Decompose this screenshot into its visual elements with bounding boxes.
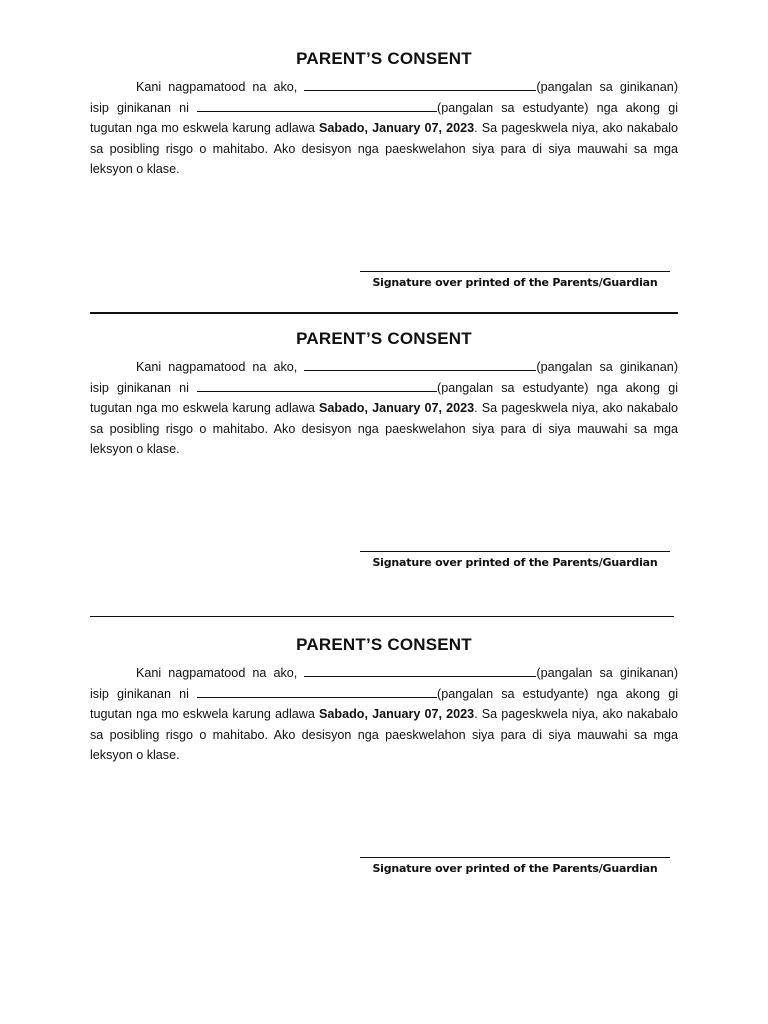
- consent-date: January 07, 2023: [372, 121, 475, 135]
- form-title: PARENT’S CONSENT: [296, 329, 472, 348]
- consent-text-student-label: (pangalan sa estudyante) nga akong gi tugutan nga mo eskwela karung adlawa: [90, 686, 678, 721]
- consent-comma: ,: [364, 401, 368, 415]
- parent-name-blank[interactable]: [304, 78, 536, 91]
- consent-comma: ,: [364, 707, 368, 721]
- consent-form-1: [90, 48, 678, 180]
- consent-date: January 07, 2023: [372, 707, 475, 721]
- section-divider-2: [90, 616, 674, 617]
- signature-line-3[interactable]: [360, 857, 670, 858]
- consent-text-closing: . Sa pageskwela niya, ako nakabalo sa posibling risgo o mahitabo. Ako desisyon nga paeskwelahon siya para di siya mauwahi sa mga leksyon o klase.: [90, 121, 679, 176]
- consent-paragraph: [90, 357, 678, 460]
- consent-text-parent-label: (pangalan sa ginikanan) isip ginikanan ni: [90, 666, 679, 701]
- consent-paragraph: [90, 77, 678, 180]
- consent-text-intro: Kani nagpamatood na ako,: [136, 360, 298, 374]
- consent-text-closing: . Sa pageskwela niya, ako nakabalo sa posibling risgo o mahitabo. Ako desisyon nga paeskwelahon siya para di siya mauwahi sa mga leksyon o klase.: [90, 401, 679, 456]
- consent-date: January 07, 2023: [372, 401, 475, 415]
- signature-caption-1: Signature over printed of the Parents/Guardian: [372, 276, 658, 289]
- consent-day: Sabado: [319, 401, 365, 415]
- consent-text-closing: . Sa pageskwela niya, ako nakabalo sa posibling risgo o mahitabo. Ako desisyon nga paeskwelahon siya para di siya mauwahi sa mga leksyon o klase.: [90, 707, 679, 762]
- signature-line-2[interactable]: [360, 551, 670, 552]
- consent-text-student-label: (pangalan sa estudyante) nga akong gi tugutan nga mo eskwela karung adlawa: [90, 380, 678, 415]
- consent-text-student-label: (pangalan sa estudyante) nga akong gi tugutan nga mo eskwela karung adlawa: [90, 100, 678, 135]
- student-name-blank[interactable]: [197, 99, 437, 112]
- student-name-blank[interactable]: [197, 379, 437, 392]
- form-title: PARENT’S CONSENT: [296, 49, 472, 68]
- form-title: PARENT’S CONSENT: [296, 635, 472, 654]
- consent-paragraph: [90, 663, 678, 766]
- parent-name-blank[interactable]: [304, 664, 536, 677]
- consent-day: Sabado: [319, 121, 365, 135]
- consent-form-2: [90, 328, 678, 460]
- consent-form-3: [90, 634, 678, 766]
- consent-text-parent-label: (pangalan sa ginikanan) isip ginikanan ni: [90, 360, 679, 395]
- consent-text-parent-label: (pangalan sa ginikanan) isip ginikanan ni: [90, 80, 679, 115]
- section-divider-1: [90, 312, 678, 314]
- consent-text-intro: Kani nagpamatood na ako,: [136, 666, 298, 680]
- consent-comma: ,: [364, 121, 368, 135]
- signature-caption-2: Signature over printed of the Parents/Guardian: [372, 556, 658, 569]
- consent-text-intro: Kani nagpamatood na ako,: [136, 80, 298, 94]
- parent-name-blank[interactable]: [304, 358, 536, 371]
- signature-line-1[interactable]: [360, 271, 670, 272]
- signature-caption-3: Signature over printed of the Parents/Guardian: [372, 862, 658, 875]
- student-name-blank[interactable]: [197, 685, 437, 698]
- consent-day: Sabado: [319, 707, 365, 721]
